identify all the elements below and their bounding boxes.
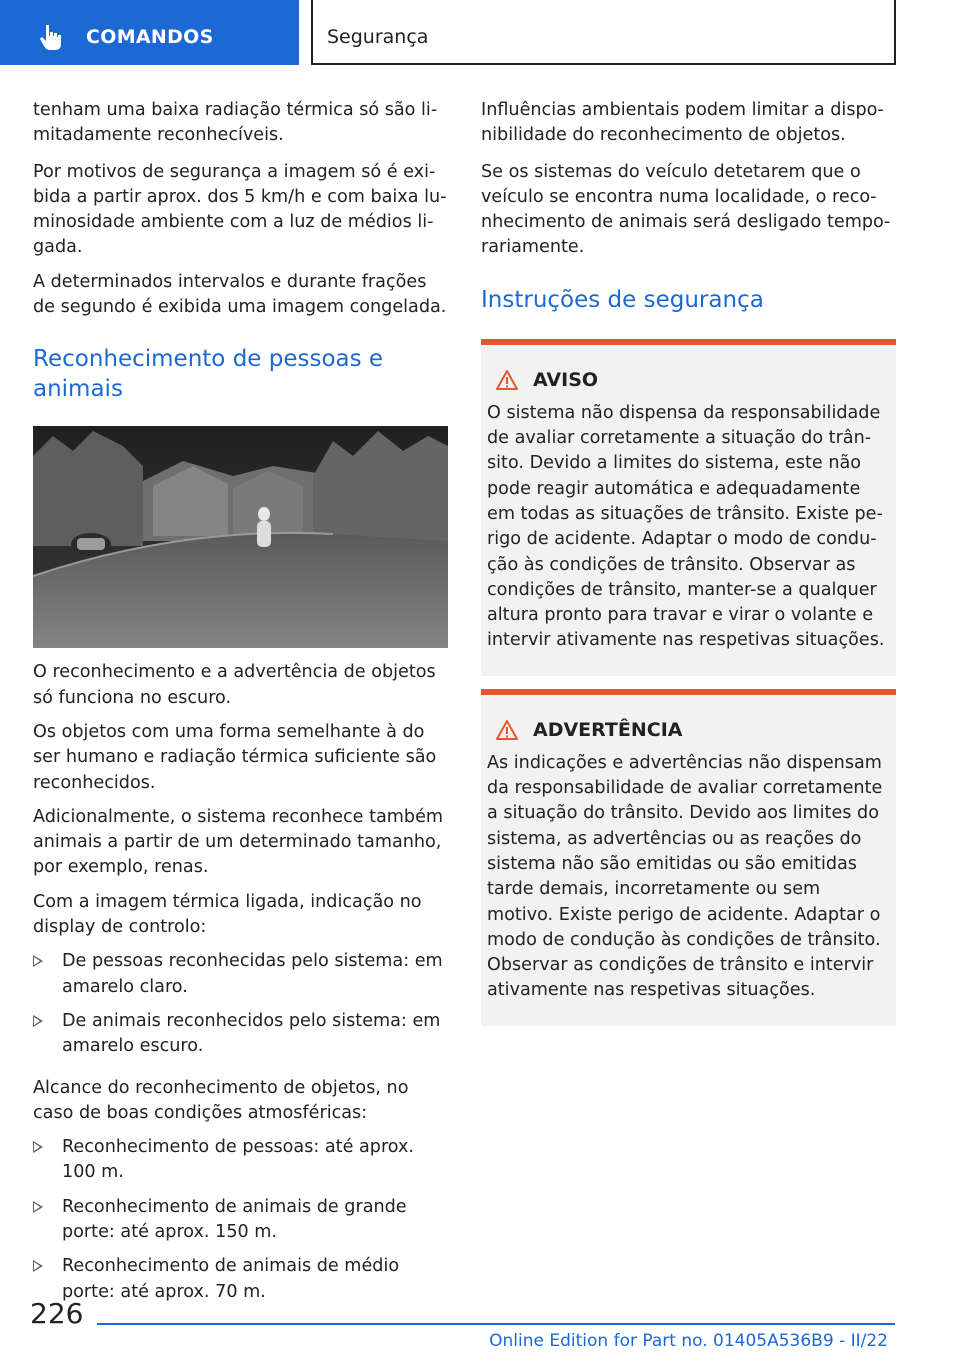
list-item: De animais reconhecidos pelo sistema: em amarelo escuro. xyxy=(33,1009,448,1060)
footer-divider xyxy=(97,1323,895,1325)
paragraph: Por motivos de segurança a imagem só é exibida a partir aprox. dos 5 km/h e com baixa luminosidade ambiente com a luz de médios ligada. xyxy=(33,161,447,258)
paragraph: Adicionalmente, o sistema reconhece também animais a partir de um determinado tamanho, por exemplo, renas. xyxy=(33,806,444,878)
paragraph: tenham uma baixa radiação térmica só são limitadamente reconhecíveis. xyxy=(33,100,438,146)
section-heading: Reconhecimento de pessoas e animais xyxy=(33,346,384,403)
bullet-triangle-icon xyxy=(33,1201,43,1213)
warning-triangle-icon xyxy=(495,369,519,391)
paragraph: O reconhecimento e a advertência de objetos só funciona no escuro. xyxy=(33,662,436,708)
warning-header xyxy=(487,715,888,745)
bullet-list xyxy=(33,949,448,1059)
warning-box-aviso xyxy=(481,339,896,676)
bullet-triangle-icon xyxy=(33,1015,43,1027)
section-label: Segurança xyxy=(327,26,429,48)
warning-triangle-icon xyxy=(495,719,519,741)
left-column xyxy=(33,98,448,1314)
paragraph: Se os sistemas do veículo detetarem que o veículo se encontra numa localidade, o reconhecimento de animais será desligado temporariamente. xyxy=(481,161,891,258)
paragraph: Os objetos com uma forma semelhante à do ser humano e radiação térmica suficiente são reconhecidos. xyxy=(33,721,437,793)
paragraph: Com a imagem térmica ligada, indicação no display de controlo: xyxy=(33,891,422,938)
header-chapter-tab[interactable] xyxy=(0,0,299,65)
right-column xyxy=(481,98,896,1026)
warning-text: O sistema não dispensa da responsabilidade de avaliar corretamente a situação do trânsito. Devido a limites do sistema, este não pode reagir automática e adequadamente em todas as situações de trânsito. Existe perigo de acidente. Adaptar o modo de condução às condições de trânsito. Observar as condições de trânsito, manter-se a qualquer altura pronto para travar e virar o volante e intervir ativamente nas respetivas situações. xyxy=(487,402,885,651)
list-item: Reconhecimento de animais de grande porte: até aprox. 150 m. xyxy=(33,1195,448,1246)
section-heading: Instruções de segurança xyxy=(481,286,764,313)
list-item: De pessoas reconhecidas pelo sistema: em amarelo claro. xyxy=(33,949,448,1000)
warning-text: As indicações e advertências não dispensam da responsabilidade de avaliar corretamente a situação do trânsito. Devido aos limites do sistema, as advertências ou as reações do sistema não são emitidas ou são emitidas tarde demais, incorretamente ou sem motivo. Existe perigo de acidente. Adaptar o modo de condução às condições de trânsito. Observar as condições de trânsito e intervir ativamente nas respetivas situações. xyxy=(487,752,883,1001)
warning-title: ADVERTÊNCIA xyxy=(533,718,683,741)
bullet-triangle-icon xyxy=(33,955,43,967)
paragraph: Alcance do reconhecimento de objetos, no caso de boas condições atmosféricas: xyxy=(33,1077,409,1123)
page-number: 226 xyxy=(30,1297,84,1330)
bullet-triangle-icon xyxy=(33,1260,43,1272)
paragraph: Influências ambientais podem limitar a disponibilidade do reconhecimento de objetos. xyxy=(481,100,884,146)
edition-footer[interactable]: Online Edition for Part no. 01405A536B9 - II/22 xyxy=(489,1331,888,1351)
warning-title: AVISO xyxy=(533,368,599,391)
warning-box-advertencia xyxy=(481,689,896,1026)
bullet-triangle-icon xyxy=(33,1141,43,1153)
header-section xyxy=(311,0,896,65)
thermal-image-photo xyxy=(33,426,448,648)
hand-pointer-icon xyxy=(36,22,66,52)
list-item: Reconhecimento de pessoas: até aprox. 100 m. xyxy=(33,1135,448,1186)
warning-header xyxy=(487,365,888,395)
list-item: Reconhecimento de animais de médio porte: até aprox. 70 m. xyxy=(33,1254,448,1305)
bullet-list xyxy=(33,1135,448,1305)
paragraph: A determinados intervalos e durante frações de segundo é exibida uma imagem congelada. xyxy=(33,271,447,318)
chapter-label: COMANDOS xyxy=(86,26,214,48)
